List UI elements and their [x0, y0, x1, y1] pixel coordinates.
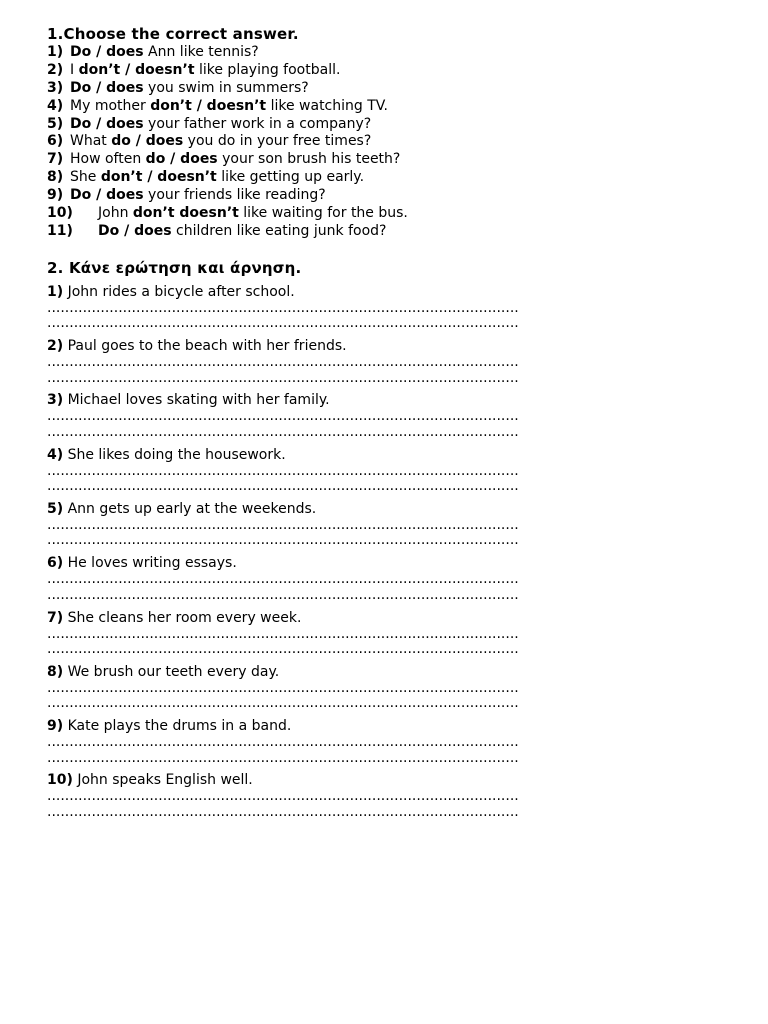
answer-line-negative: ..........................................................................................................	[47, 641, 519, 658]
list-item	[47, 609, 519, 663]
question-text: Paul goes to the beach with her friends.	[63, 338, 347, 355]
question-number: 11)	[47, 222, 73, 239]
section1-question-list	[47, 44, 467, 241]
question-number: 10)	[47, 205, 73, 222]
answer-line-question: ..........................................................................................................	[47, 679, 519, 696]
question-number: 6)	[47, 555, 64, 572]
question-choice: don’t / doesn’t	[150, 97, 267, 114]
question-line	[47, 663, 467, 681]
question-text-pre: She	[70, 169, 101, 186]
list-item	[47, 446, 519, 500]
question-line	[47, 391, 467, 409]
question-line	[47, 283, 467, 301]
answer-line-question: ..........................................................................................................	[47, 734, 519, 751]
question-text-post: you do in your free times?	[183, 133, 372, 150]
question-number: 10)	[47, 772, 73, 789]
question-number: 5)	[47, 500, 64, 517]
question-text-post: like waiting for the bus.	[238, 205, 408, 222]
list-item	[47, 62, 467, 80]
section2-question-list	[47, 283, 519, 826]
question-number: 2)	[47, 338, 64, 355]
question-text-post: your father work in a company?	[143, 115, 372, 132]
list-item	[47, 283, 519, 337]
question-number: 5)	[47, 115, 64, 132]
question-text-post: your friends like reading?	[143, 187, 326, 204]
question-number: 1)	[47, 283, 64, 300]
question-text-pre: John	[98, 205, 133, 222]
answer-line-negative: ..........................................................................................................	[47, 423, 519, 440]
question-text-post: Ann like tennis?	[143, 44, 259, 60]
question-number: 3)	[47, 392, 64, 409]
question-choice: do / does	[111, 133, 184, 150]
question-number: 8)	[47, 663, 64, 680]
answer-line-question: ..........................................................................................................	[47, 516, 519, 533]
question-number: 9)	[47, 718, 64, 735]
question-line	[47, 717, 467, 735]
answer-line-negative: ..........................................................................................................	[47, 586, 519, 603]
question-number: 8)	[47, 169, 64, 186]
worksheet-content	[47, 24, 519, 826]
section2-title: 2. Κάνε ερώτηση και άρνηση.	[47, 258, 302, 277]
question-text: Kate plays the drums in a band.	[63, 718, 292, 735]
question-choice: Do / does	[98, 222, 172, 239]
answer-line-negative: ..........................................................................................................	[47, 369, 519, 386]
list-item	[47, 663, 519, 717]
answer-line-question: ..........................................................................................................	[47, 571, 519, 588]
list-item	[47, 337, 519, 391]
question-choice: Do / does	[70, 79, 144, 96]
question-text: He loves writing essays.	[63, 555, 237, 572]
answer-line-question: ..........................................................................................................	[47, 299, 519, 316]
question-text-pre: I	[70, 61, 79, 78]
question-text-post: children like eating junk food?	[171, 222, 387, 239]
question-choice: Do / does	[70, 187, 144, 204]
answer-line-negative: ..........................................................................................................	[47, 532, 519, 549]
answer-line-negative: ..........................................................................................................	[47, 478, 519, 495]
list-item	[47, 169, 467, 187]
question-line	[47, 609, 467, 627]
question-text: Michael loves skating with her family.	[63, 392, 330, 409]
question-text: She likes doing the housework.	[63, 446, 286, 463]
list-item	[47, 205, 467, 223]
question-text-post: like getting up early.	[216, 169, 365, 186]
list-item	[47, 554, 519, 608]
list-item	[47, 771, 519, 825]
question-choice: don’t doesn’t	[132, 205, 239, 222]
list-item	[47, 80, 467, 98]
answer-line-negative: ..........................................................................................................	[47, 315, 519, 332]
question-text: John speaks English well.	[72, 772, 253, 789]
list-item	[47, 223, 467, 241]
question-text: We brush our teeth every day.	[63, 663, 280, 680]
question-text: She cleans her room every week.	[63, 609, 302, 626]
question-line	[47, 446, 467, 464]
list-item	[47, 500, 519, 554]
answer-line-question: ..........................................................................................................	[47, 462, 519, 479]
answer-line-question: ..........................................................................................................	[47, 625, 519, 642]
question-number: 1)	[47, 44, 64, 60]
list-item	[47, 116, 467, 134]
question-text-pre: How often	[70, 151, 146, 168]
question-line	[47, 554, 467, 572]
list-item	[47, 133, 467, 151]
question-number: 3)	[47, 79, 64, 96]
question-line	[47, 500, 467, 518]
question-number: 7)	[47, 151, 64, 168]
answer-line-negative: ..........................................................................................................	[47, 695, 519, 712]
answer-line-negative: ..........................................................................................................	[47, 749, 519, 766]
question-choice: don’t / doesn’t	[78, 61, 195, 78]
list-item	[47, 391, 519, 445]
answer-line-negative: ..........................................................................................................	[47, 803, 519, 820]
question-number: 7)	[47, 609, 64, 626]
question-choice: Do / does	[70, 115, 144, 132]
question-number: 2)	[47, 61, 64, 78]
question-text-post: your son brush his teeth?	[217, 151, 401, 168]
section1-title: 1.Choose the correct answer.	[47, 25, 299, 43]
question-number: 4)	[47, 446, 64, 463]
list-item	[47, 187, 467, 205]
answer-line-question: ..........................................................................................................	[47, 408, 519, 425]
question-choice: do / does	[145, 151, 218, 168]
answer-line-question: ..........................................................................................................	[47, 788, 519, 805]
answer-line-question: ..........................................................................................................	[47, 354, 519, 371]
question-choice: Do / does	[70, 44, 144, 60]
list-item	[47, 98, 467, 116]
question-line	[47, 771, 467, 789]
question-text: John rides a bicycle after school.	[63, 283, 295, 300]
question-choice: don’t / doesn’t	[100, 169, 217, 186]
list-item	[47, 44, 467, 62]
question-text-post: you swim in summers?	[143, 79, 309, 96]
question-text-pre: My mother	[70, 97, 151, 114]
question-text-post: like watching TV.	[266, 97, 389, 114]
question-text-pre: What	[70, 133, 112, 150]
question-line	[47, 337, 467, 355]
question-number: 9)	[47, 187, 64, 204]
question-text: Ann gets up early at the weekends.	[63, 500, 317, 517]
question-number: 4)	[47, 97, 64, 114]
question-text-post: like playing football.	[194, 61, 341, 78]
question-number: 6)	[47, 133, 64, 150]
list-item	[47, 717, 519, 771]
list-item	[47, 151, 467, 169]
